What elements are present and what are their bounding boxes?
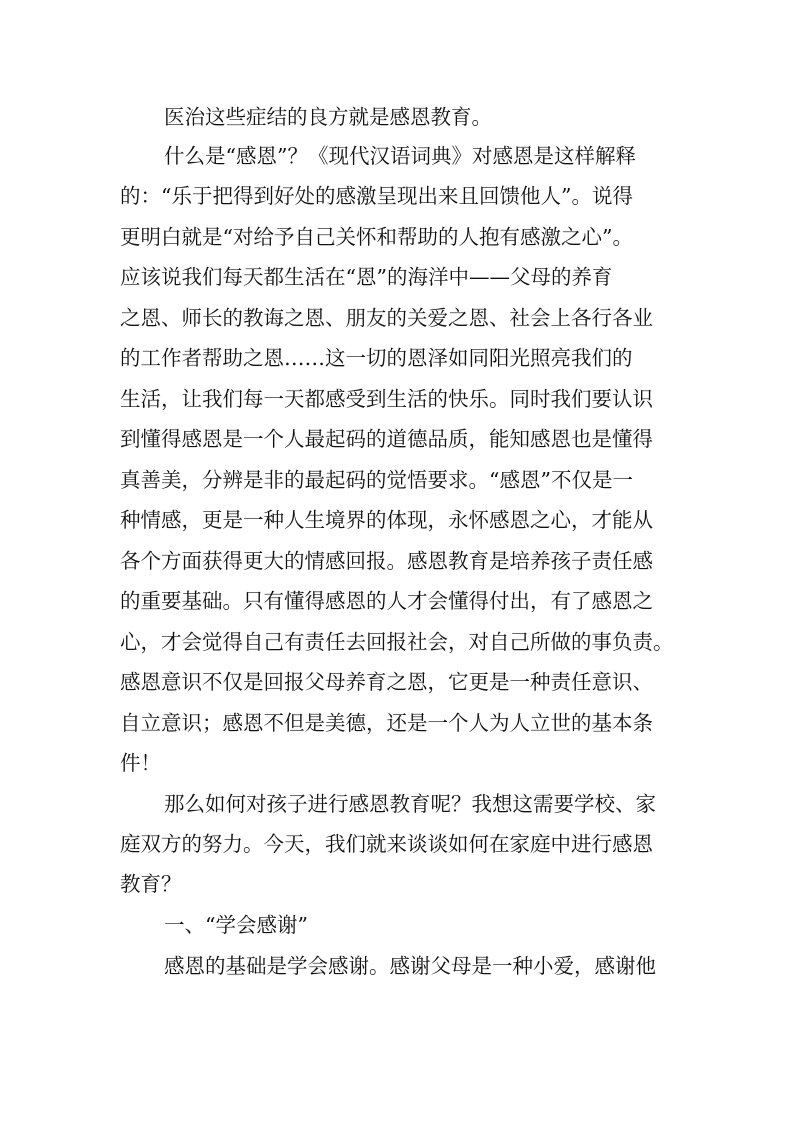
text-line	[0, 743, 794, 783]
text-line	[0, 379, 794, 419]
line-text: 真善美，分辨是非的最起码的觉悟要求。“感恩”不仅是一	[120, 468, 633, 492]
text-line	[0, 946, 794, 986]
line-text: 更明白就是“对给予自己关怀和帮助的人抱有感激之心”。	[120, 225, 633, 249]
line-text: 件！	[120, 751, 161, 775]
heading-text: 一、“学会感谢”	[164, 913, 308, 937]
text-line	[0, 419, 794, 459]
text-line	[0, 864, 794, 904]
text-line	[0, 581, 794, 621]
line-text: 生活，让我们每一天都感受到生活的快乐。同时我们要认识	[120, 387, 653, 411]
text-line	[0, 500, 794, 540]
text-line	[0, 824, 794, 864]
line-text: 种情感，更是一种人生境界的体现，永怀感恩之心，才能从	[120, 508, 653, 532]
line-text: 医治这些症结的良方就是感恩教育。	[164, 105, 492, 129]
text-line	[0, 784, 794, 824]
line-text: 感恩的基础是学会感谢。感谢父母是一种小爱，感谢他	[164, 954, 656, 978]
text-line	[0, 136, 794, 176]
line-text: 的：“乐于把得到好处的感激呈现出来且回馈他人”。说得	[120, 184, 633, 208]
line-text: 到懂得感恩是一个人最起码的道德品质，能知感恩也是懂得	[120, 427, 653, 451]
text-line	[0, 460, 794, 500]
line-text: 的工作者帮助之恩……这一切的恩泽如同阳光照亮我们的	[120, 346, 633, 370]
text-line	[0, 338, 794, 378]
line-text: 的重要基础。只有懂得感恩的人才会懂得付出，有了感恩之	[120, 589, 653, 613]
line-text: 自立意识；感恩不但是美德，还是一个人为人立世的基本条	[120, 711, 653, 735]
text-line	[0, 703, 794, 743]
text-line	[0, 97, 794, 137]
text-line	[0, 541, 794, 581]
line-text: 教育？	[120, 872, 182, 896]
text-line	[0, 298, 794, 338]
line-text: 心，才会觉得自己有责任去回报社会，对自己所做的事负责。	[120, 630, 674, 654]
line-text: 那么如何对孩子进行感恩教育呢？我想这需要学校、家	[164, 792, 656, 816]
line-text: 什么是“感恩”？《现代汉语词典》对感恩是这样解释	[164, 144, 636, 168]
text-line	[0, 622, 794, 662]
text-line	[0, 257, 794, 297]
text-line	[0, 176, 794, 216]
line-text: 感恩意识不仅是回报父母养育之恩，它更是一种责任意识、	[120, 670, 653, 694]
text-line	[0, 217, 794, 257]
text-line	[0, 662, 794, 702]
line-text: 各个方面获得更大的情感回报。感恩教育是培养孩子责任感	[120, 549, 653, 573]
line-text: 之恩、师长的教诲之恩、朋友的关爱之恩、社会上各行各业	[120, 306, 653, 330]
section-heading	[0, 905, 794, 945]
line-text: 庭双方的努力。今天，我们就来谈谈如何在家庭中进行感恩	[120, 832, 653, 856]
line-text: 应该说我们每天都生活在“恩”的海洋中——父母的养育	[120, 265, 613, 289]
